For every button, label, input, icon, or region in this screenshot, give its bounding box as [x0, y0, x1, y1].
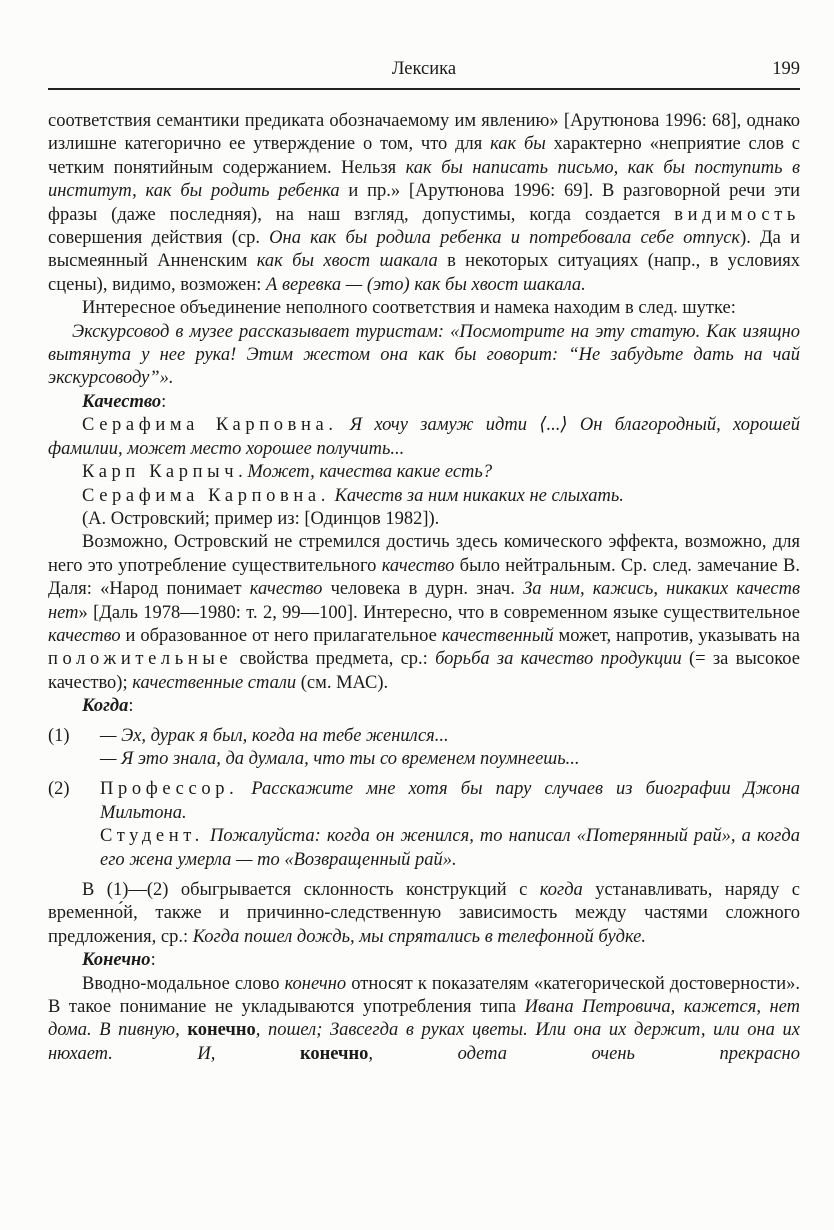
text-run: качественный	[441, 625, 554, 646]
text-run: Профессор.	[100, 779, 239, 800]
paragraph	[48, 297, 800, 320]
paragraph	[48, 461, 800, 484]
text-run: свойства предмета, ср.:	[232, 649, 436, 670]
text-run: положительные	[48, 649, 233, 670]
text-run: Серафима Карповна.	[82, 485, 330, 506]
page-number: 199	[772, 59, 800, 79]
paragraph	[48, 414, 800, 461]
text-run: Когда пошел дождь, мы спрятались в телефонной будке.	[192, 926, 646, 947]
text-run: (А. Островский; пример из: [Одинцов 1982]).	[82, 508, 440, 529]
text-run: качество	[48, 625, 121, 646]
text-run: ). Да и высмеянный Анненским	[48, 228, 800, 272]
text-run: Конечно	[82, 950, 151, 971]
text-run: За ним, кажись, никаких качеств нет	[48, 579, 800, 623]
text-run: Я хочу замуж идти ⟨...⟩ Он благородный, хорошей фамилии, может место хорошее получить...	[48, 415, 800, 459]
text-run: (см. МАС).	[296, 672, 389, 693]
text-run: Серафима Карповна.	[82, 415, 338, 436]
text-run: Расскажите мне хотя бы пару случаев из биографии Джона Мильтона.	[100, 779, 800, 823]
text-run: как бы написать письмо, как бы поступить в институт, как бы родить ребенка	[48, 157, 800, 202]
example-body	[100, 778, 800, 872]
paragraph	[48, 110, 800, 297]
example-line	[100, 725, 800, 748]
example-line	[100, 778, 800, 825]
text-run: Качество	[82, 391, 162, 412]
text-run: Качеств за ним никаких не слыхать.	[329, 485, 624, 506]
paragraph	[48, 485, 800, 508]
text-run: конечно	[299, 1043, 369, 1064]
section-heading	[48, 391, 800, 414]
text-run: качественные стали	[132, 672, 297, 693]
text-run: , одета очень прекрасно	[368, 1043, 800, 1064]
text-run: конечно	[187, 1020, 256, 1041]
text-run: Пожалуйста: когда он женился, то написал «Потерянный рай», а когда его жена умерла — то «Возвращенный рай».	[100, 826, 800, 870]
text-run: борьба за качество продукции	[435, 649, 682, 670]
example-number: (1)	[48, 725, 70, 746]
text-run: когда	[539, 880, 583, 900]
numbered-example	[48, 725, 800, 772]
text-run: Когда	[82, 696, 129, 717]
running-title: Лексика	[391, 59, 457, 79]
text-run: (= за высокое качество);	[48, 649, 800, 693]
text-run: А веревка — (это) как бы хвост шакала.	[266, 274, 586, 295]
example-body	[100, 725, 800, 772]
text-run: конечно	[284, 973, 347, 994]
page-header	[48, 58, 800, 90]
text-run: относят к показателям «категорической достоверности». В такое понимание не укладываются употребления типа	[48, 973, 800, 1018]
example-line	[100, 748, 800, 771]
numbered-example	[48, 778, 800, 872]
text-run: :	[161, 391, 167, 412]
text-run: как бы	[490, 134, 546, 155]
text-run: и образованное от него прилагательное	[120, 625, 442, 646]
text-run: Экскурсовод в музее рассказывает туристам: «Посмотрите на эту статую. Как изящно вытянута у нее рука! Этим жестом она как бы говорит: “Не забудьте дать на чай экскурсоводу”».	[48, 321, 800, 389]
text-run: Она как бы родила ребенка и потребовала себе отпуск	[269, 228, 741, 249]
block-quote	[48, 321, 800, 391]
text-run: как бы хвост шакала	[256, 251, 438, 272]
section-heading	[48, 949, 800, 972]
text-run: качество	[249, 579, 323, 600]
text-run: Может, качества какие есть?	[247, 462, 493, 483]
text-run: Возможно, Островский не стремился достичь здесь комического эффекта, возможно, для него это употребление существительного	[48, 532, 800, 576]
text-run: — Я это знала, да думала, что ты со временем поумнеешь...	[100, 748, 580, 769]
text-run: :	[128, 696, 134, 717]
text-run: :	[150, 950, 156, 971]
example-line	[100, 825, 800, 872]
text-run: характерно «неприятие слов с четким понятийным содержанием. Нельзя	[48, 134, 800, 178]
text-run: может, напротив, указывать на	[553, 625, 800, 646]
text-run: — Эх, дурак я был, когда на тебе женился...	[100, 725, 449, 746]
text-run: Студент.	[100, 826, 204, 847]
paragraph	[48, 508, 800, 531]
paragraph	[48, 531, 800, 695]
section-heading	[48, 695, 800, 718]
text-run: и пр.» [Арутюнова 1996: 69]. В разговорной речи эти фразы (даже последняя), на наш взгляд, допустимы, когда создается	[48, 181, 800, 225]
text-run: Ивана Петровича, кажется, нет дома. В пивную,	[48, 997, 800, 1041]
text-run: было нейтральным. Ср. след. замечание В. Даля: «Народ понимает	[48, 555, 801, 600]
text-run: соответствия семантики предиката обозначаемому им явлению» [Арутюнова 1996: 68], однако излишне категорично ее утверждение о том, что для	[48, 111, 800, 155]
page-body	[48, 110, 800, 1066]
text-run: в некоторых ситуациях (напр., в условиях сцены), видимо, возможен:	[48, 251, 801, 295]
text-run: качество	[381, 555, 455, 576]
paragraph	[48, 973, 800, 1067]
example-number: (2)	[48, 779, 70, 800]
text-run: видимость	[674, 204, 800, 225]
text-run: устанавливать, наряду с временно́й, также и причинно-следственную зависимость между частями сложного предложения, ср.:	[48, 880, 800, 947]
text-run: Карп Карпыч.	[82, 462, 248, 483]
text-run: совершения действия (ср.	[48, 228, 270, 249]
text-run: » [Даль 1978—1980: т. 2, 99—100]. Интересно, что в современном языке существительное	[78, 602, 800, 623]
text-run: Интересное объединение неполного соответствия и намека находим в след. шутке:	[82, 298, 736, 319]
text-run: В (1)—(2) обыгрывается склонность конструкций с	[82, 880, 540, 900]
text-run: человека в дурн. знач.	[322, 579, 524, 600]
text-run: , пошел; Завсегда в руках цветы. Или она их держит, или она их нюхает. И,	[48, 1020, 800, 1064]
text-run: Вводно-модальное слово	[82, 973, 285, 994]
paragraph	[48, 879, 800, 949]
